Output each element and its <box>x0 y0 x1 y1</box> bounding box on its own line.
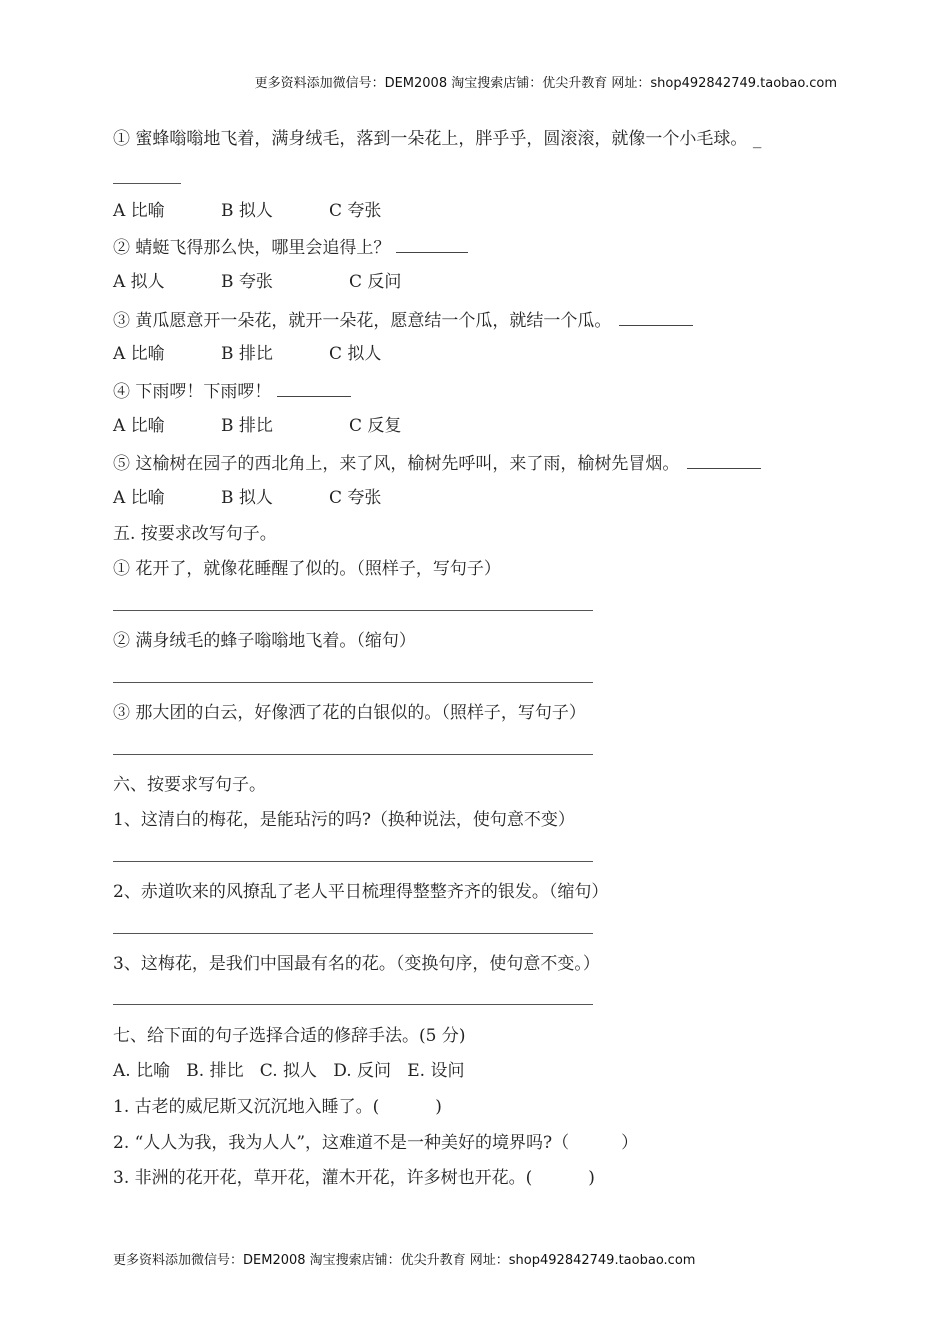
q5-options <box>113 486 381 510</box>
q1-option-b[interactable]: B 拟人 <box>221 201 273 221</box>
q3-option-b[interactable]: B 排比 <box>221 344 273 364</box>
q1-options <box>113 199 381 223</box>
q4-answer-blank[interactable] <box>277 378 351 397</box>
s7-item-3: 3. 非洲的花开花，草开花，灌木开花，许多树也开花。( ) <box>113 1168 595 1188</box>
section5-title: 五. 按要求改写句子。 <box>113 524 277 544</box>
q1-option-c[interactable]: C 夸张 <box>329 201 382 221</box>
s6-item-3: 3、这梅花，是我们中国最有名的花。（变换句序，使句意不变。） <box>113 954 600 974</box>
q3-text: ③ 黄瓜愿意开一朵花，就开一朵花，愿￼意结一个瓜，就结一个瓜。 <box>113 307 693 333</box>
s6-answer-line-2[interactable] <box>113 933 593 934</box>
s5-answer-line-3[interactable] <box>113 754 593 755</box>
s6-item-1: 1、这清白的梅花，是能玷污的吗?（换种说法，使句意不变） <box>113 810 575 830</box>
s6-item-2: 2、赤道吹来的风撩乱了老人平日梳理得整整齐齐的银发。（缩句） <box>113 882 609 902</box>
section7-title: 七、给下面的句子选择合适的修辞手法。(5 分) <box>113 1026 466 1046</box>
q3-option-a[interactable]: A 比喻 <box>113 344 165 364</box>
page-footer: 更多资料添加微信号：DEM2008 淘宝搜索店铺：优尖升教育 网址：shop492842749.taobao.com <box>113 1253 696 1268</box>
q3-option-c[interactable]: C 拟人 <box>329 344 382 364</box>
q2-option-a[interactable]: A 拟人 <box>113 272 165 292</box>
q2-answer-blank[interactable] <box>396 234 468 253</box>
s7-item-2: 2. “人人为我，我为人人”，这难道不是一种美好的境界吗?（ ） <box>113 1133 639 1153</box>
q1-answer-blank[interactable] <box>113 183 181 184</box>
q5-option-b[interactable]: B 拟人 <box>221 488 273 508</box>
q2-option-b[interactable]: B 夸张 <box>221 272 273 292</box>
s5-item-3: ③ 那大团的白云，好像洒了花的白银似的。（照样子，写句子） <box>113 703 586 723</box>
q2-option-c[interactable]: C 反问 <box>349 272 402 292</box>
s6-answer-line-1[interactable] <box>113 861 593 862</box>
q5-text: ⑤ 这榆树在园子的西北角上，来了风，榆树先呼叫，来了雨，榆树先冒烟。 <box>113 450 761 476</box>
s6-answer-line-3[interactable] <box>113 1004 593 1005</box>
q3-answer-blank[interactable] <box>619 307 693 326</box>
s5-item-2: ② 满身绒毛的蜂子嗡嗡地飞着。（缩句） <box>113 631 416 651</box>
q4-text: ④ 下雨啰！下雨啰！ <box>113 378 351 404</box>
q4-option-a[interactable]: A 比喻 <box>113 416 165 436</box>
s5-answer-line-1[interactable] <box>113 610 593 611</box>
s7-choices: A. 比喻 B. 排比 C. 拟人 D. 反问 E. 设问 <box>113 1061 465 1081</box>
s7-item-1: 1. 古老的威尼斯又沉沉地入睡了。( ) <box>113 1097 442 1117</box>
q1-text: ① 蜜蜂嗡嗡地飞着，满身绒毛，落到一朵花上，胖乎乎，圆滚滚，就像一个小毛球。 _ <box>113 129 762 149</box>
section6-title: 六、按要求写句子。 <box>113 775 266 795</box>
s5-item-1: ① 花开了，就像花睡醒了似的。（照样子，写句子） <box>113 559 501 579</box>
q1-option-a[interactable]: A 比喻 <box>113 201 165 221</box>
q4-option-c[interactable]: C 反复 <box>349 416 402 436</box>
q2-options <box>113 270 401 294</box>
q5-option-a[interactable]: A 比喻 <box>113 488 165 508</box>
q5-answer-blank[interactable] <box>687 450 761 469</box>
s5-answer-line-2[interactable] <box>113 682 593 683</box>
q2-text: ② 蜻蜓飞得那么快，哪里会追得上？ <box>113 234 468 260</box>
q4-option-b[interactable]: B 排比 <box>221 416 273 436</box>
page-header: 更多资料添加微信号：DEM2008 淘宝搜索店铺：优尖升教育 网址：shop492842749.taobao.com <box>254 76 837 91</box>
q4-options <box>113 414 401 438</box>
q3-options <box>113 342 381 366</box>
q5-option-c[interactable]: C 夸张 <box>329 488 382 508</box>
